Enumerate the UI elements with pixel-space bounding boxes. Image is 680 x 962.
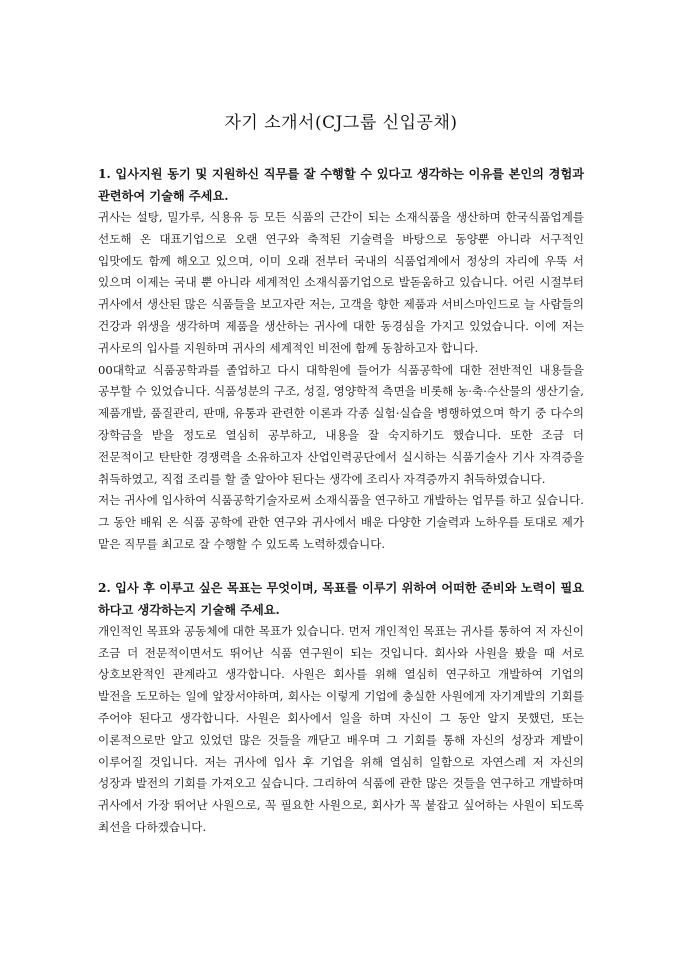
section-1-paragraph-1: 귀사는 설탕, 밀가루, 식용유 등 모든 식품의 근간이 되는 소재식품을 생산하며 한국식품업계를 선도해 온 대표기업으로 오랜 연구와 축적된 기술력을 바탕으로 동양뿐 아니라 서구적인 입맛에도 함께 해오고 있으며, 이미 오래 전부터 국내의 식품업계에서 정상의 자리에 우뚝 서 있으며 이제는 국내 뿐 아니라 세계적인 소재식품기업으로 발돋움하고 있습니다. 어린 시절부터 귀사에서 생산된 많은 식품들을 보고자란 저는, 고객을 향한 제품과 서비스마인드로 늘 사람들의 건강과 위생을 생각하며 제품을 생산하는 귀사에 대한 동경심을 가지고 있었습니다. 이에 저는 귀사로의 입사를 지원하며 귀사의 세계적인 비전에 함께 동참하고자 합니다. [98,210,584,355]
section-spacer [98,556,584,577]
document-title: 자기 소개서(CJ그룹 신입공채) [224,113,458,133]
section-2-question: 2. 입사 후 이루고 싶은 목표는 무엇이며, 목표를 이루기 위하여 어떠한 준비와 노력이 필요하다고 생각하는지 기술해 주세요. [98,580,584,617]
section-2-paragraph-1: 개인적인 목표와 공동체에 대한 목표가 있습니다. 먼저 개인적인 목표는 귀사를 통하여 저 자신이 조금 더 전문적이면서도 뛰어난 식품 연구원이 되는 것입니다. 회사와 사원을 봤을 때 서로 상호보완적인 관계라고 생각합니다. 사원은 회사를 위해 열심히 연구하고 개발하여 기업의 발전을 도모하는 일에 앞장서야하며, 회사는 이렇게 기업에 충실한 사원에게 자기계발의 기회를 주어야 된다고 생각합니다. 사원은 회사에서 일을 하며 자신이 그 동안 알지 못했던, 또는 이론적으로만 알고 있었던 많은 것들을 깨닫고 배우며 그 기회를 통해 자신의 성장과 계발이 이루어질 것입니다. 저는 귀사에 입사 후 기업을 위해 열심히 일함으로 자연스레 저 자신의 성장과 발전의 기회를 가져오고 싶습니다. 그리하여 식품에 관한 많은 것들을 연구하고 개발하며 귀사에서 가장 뛰어난 사원으로, 꼭 필요한 사원으로, 회사가 꼭 붙잡고 싶어하는 사원이 되도록 최선을 다하겠습니다. [98,623,584,834]
section-1 [98,163,584,556]
section-1-paragraph-2: 00대학교 식품공학과를 졸업하고 다시 대학원에 들어가 식품공학에 대한 전반적인 내용들을 공부할 수 있었습니다. 식품성분의 구조, 성질, 영양학적 측면을 비롯해 농·축·수산물의 생산기술, 제품개발, 품질관리, 판매, 유통과 관련한 이론과 각종 실험·실습을 병행하였으며 학기 중 다수의 장학금을 받을 정도로 열심히 공부하고, 내용을 잘 숙지하기도 했습니다. 또한 조금 더 전문적이고 탄탄한 경쟁력을 소유하고자 산업인력공단에서 실시하는 식품기술사 기사 자격증을 취득하였고, 직접 조리를 할 줄 알아야 된다는 생각에 조리사 자격증까지 취득하였습니다. [98,362,584,486]
section-1-question: 1. 입사지원 동기 및 지원하신 직무를 잘 수행할 수 있다고 생각하는 이유를 본인의 경험과 관련하여 기술해 주세요. [98,167,584,203]
section-1-paragraph-3: 저는 귀사에 입사하여 식품공학기술자로써 소재식품을 연구하고 개발하는 업무를 하고 싶습니다. 그 동안 배워 온 식품 공학에 관한 연구와 귀사에서 배운 다양한 기술력과 노하우를 토대로 제가 맡은 직무를 최고로 잘 수행할 수 있도록 노력하겠습니다. [98,493,584,551]
document-page [98,112,584,839]
section-2 [98,577,584,839]
